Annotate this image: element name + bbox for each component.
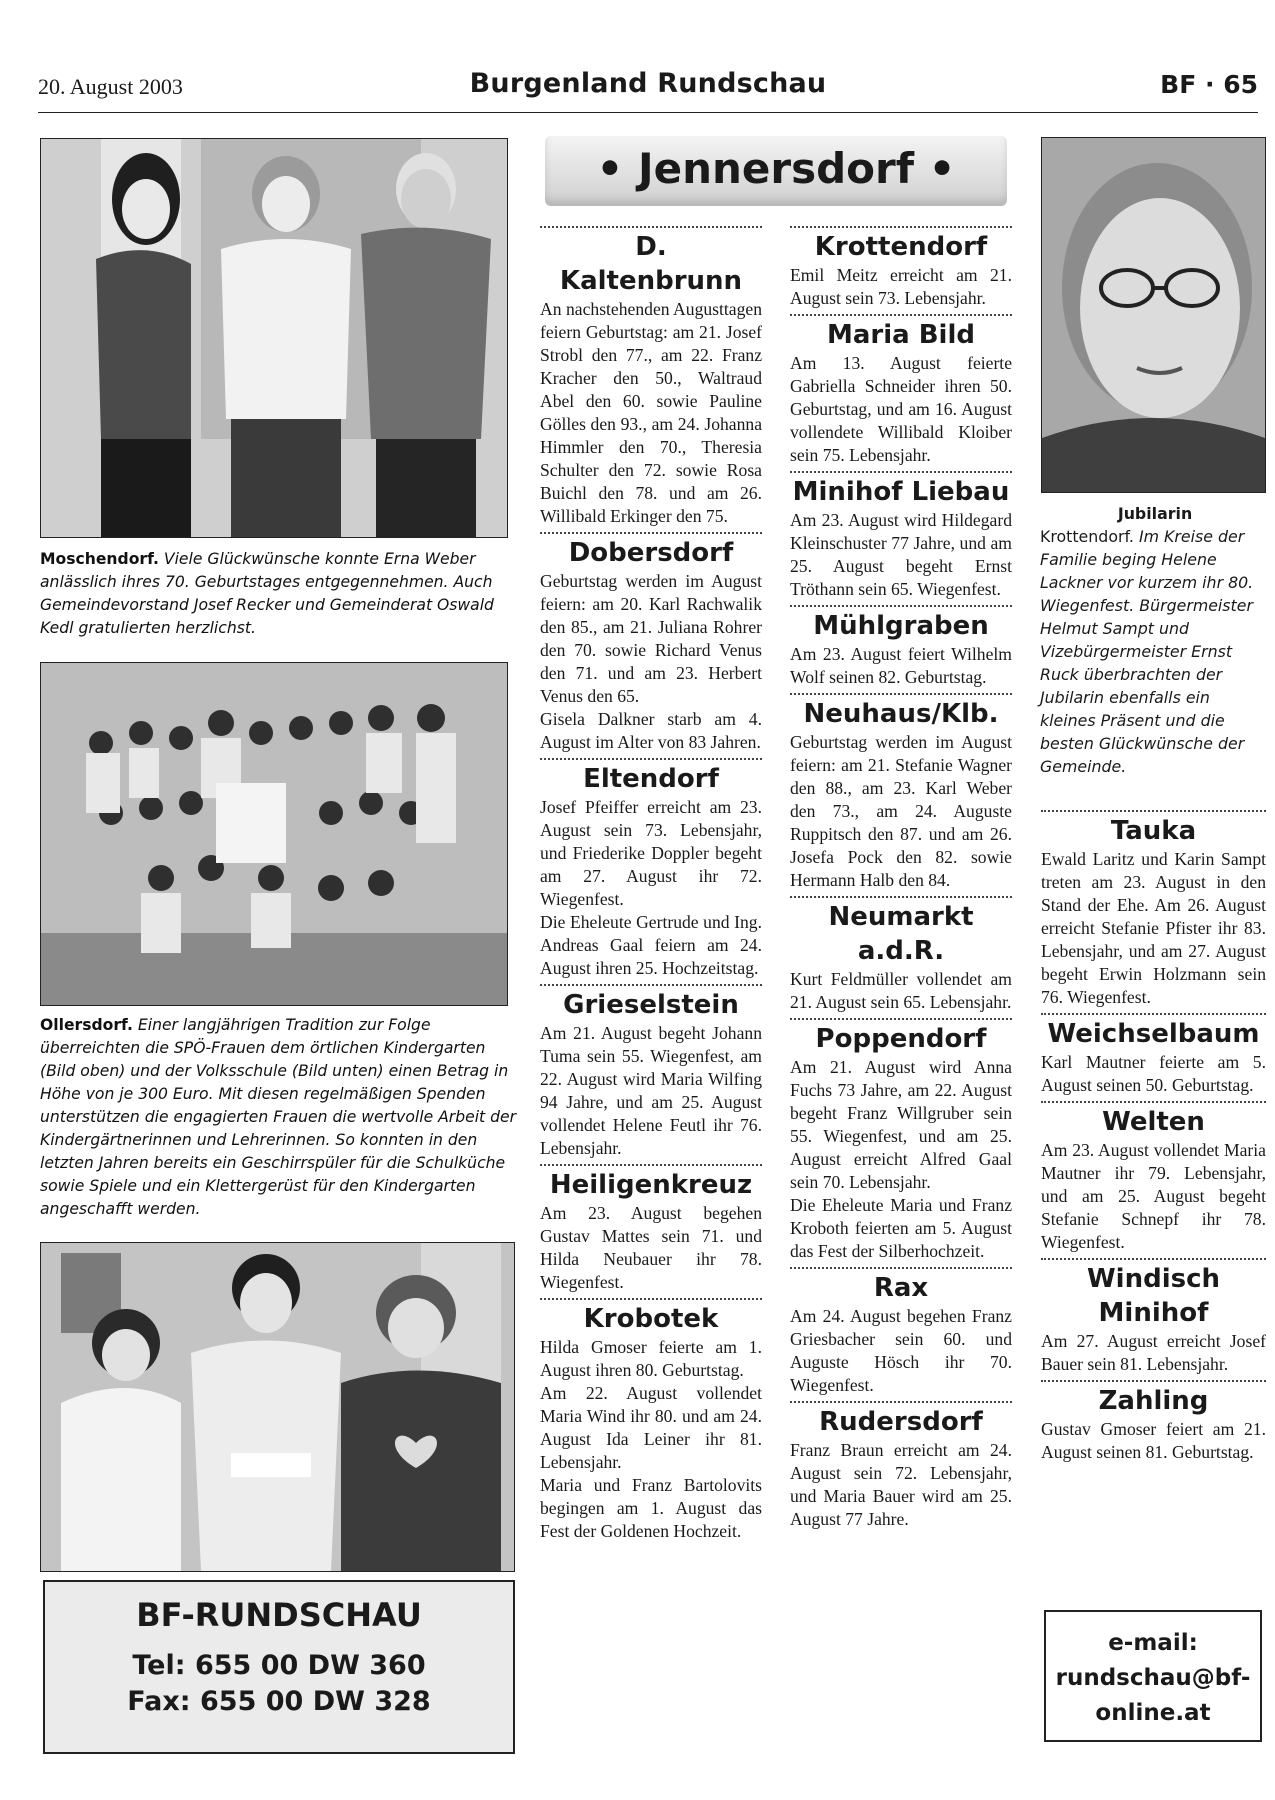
section-text: Am 24. August begehen Franz Griesbacher sein 60. und Auguste Hösch ihr 70. Wiegenfest. bbox=[790, 1306, 1012, 1395]
section-title: Poppendorf bbox=[815, 1024, 987, 1054]
section-krobotek bbox=[540, 1298, 762, 1543]
section-text: Am 27. August erreicht Josef Bauer sein 81. Lebensjahr. bbox=[1041, 1331, 1266, 1374]
section-text: Am 13. August feierte Gabriella Schneider ihren 50. Geburtstag, und am 16. August vollendete Willibald Kloiber sein 75. Lebensjahr. bbox=[790, 353, 1012, 465]
section-text: Am 23. August feiert Wilhelm Wolf seinen 82. Geburtstag. bbox=[790, 644, 1012, 687]
section-title: Weichselbaum bbox=[1047, 1019, 1260, 1049]
section-dobersdorf bbox=[540, 532, 762, 754]
photo-moschendorf bbox=[40, 138, 508, 538]
section-title: Grieselstein bbox=[563, 990, 739, 1020]
section-minihof-liebau bbox=[790, 471, 1012, 601]
section-title: Neumarkt a.d.R. bbox=[828, 902, 974, 966]
news-column-2 bbox=[790, 226, 1012, 1535]
section-text: Gustav Gmoser feiert am 21. August seinen 81. Geburtstag. bbox=[1041, 1419, 1266, 1462]
section-krottendorf bbox=[790, 226, 1012, 310]
district-banner-title: • Jennersdorf • bbox=[596, 144, 956, 193]
section-grieselstein bbox=[540, 984, 762, 1160]
section-title: Dobersdorf bbox=[568, 538, 734, 568]
section-text: Am 21. August wird Anna Fuchs 73 Jahre, am 22. August begeht Franz Willgruber sein 55. Wiegenfest, und am 25. August erreicht Alfred Gaal sein 70. Lebensjahr. bbox=[790, 1057, 1012, 1192]
section-text: Am 23. August vollendet Maria Mautner ihr 79. Lebensjahr, und am 25. August begeht Stefanie Schnepf ihr 78. Wiegenfest. bbox=[1041, 1140, 1266, 1252]
section-d-kaltenbrunn bbox=[540, 226, 762, 528]
photo-jubilarin bbox=[1041, 137, 1266, 493]
district-banner bbox=[545, 136, 1007, 206]
email-address-line2: online.at bbox=[1095, 1700, 1211, 1726]
section-text: Am 23. August wird Hildegard Kleinschuster 77 Jahre, und am 25. August begeht Ernst Tröthann sein 65. Wiegenfest. bbox=[790, 510, 1012, 599]
section-text: Ewald Laritz und Karin Sampt treten am 23. August in den Stand der Ehe. Am 26. August erreicht Stefanie Pfister ihr 83. Lebensjahr, und am 27. August begeht Erwin Holzmann sein 76. Wiegenfest. bbox=[1041, 849, 1266, 1007]
section-title: Rax bbox=[873, 1273, 929, 1303]
section-text: Franz Braun erreicht am 24. August sein 72. Lebensjahr, und Maria Bauer wird am 25. August 77 Jahre. bbox=[790, 1440, 1012, 1529]
caption-moschendorf bbox=[40, 548, 506, 640]
section-eltendorf bbox=[540, 758, 762, 980]
caption-jubilarin-label: Jubilarin bbox=[1117, 504, 1193, 523]
infobox-fax: Fax: 655 00 DW 328 bbox=[127, 1686, 431, 1717]
header-date: 20. August 2003 bbox=[38, 74, 183, 99]
section-text: Am 22. August vollendet Maria Wind ihr 80. und am 24. August Ida Leiner ihr 81. Lebensjahr. bbox=[540, 1383, 762, 1472]
section-muehlgraben bbox=[790, 605, 1012, 689]
email-address-line1: rundschau@bf- bbox=[1055, 1665, 1251, 1691]
section-text: Geburtstag werden im August feiern: am 21. Stefanie Wagner den 88., am 23. Karl Weber den 73., am 24. Auguste Ruppitsch den 87. und am 26. Josefa Pock den 82. sowie Hermann Halb den 84. bbox=[790, 732, 1012, 890]
section-title: Minihof Liebau bbox=[792, 477, 1010, 507]
section-title: Zahling bbox=[1098, 1386, 1209, 1416]
photo-ollersdorf-kindergarten bbox=[40, 662, 508, 1006]
section-neumarkt-adr bbox=[790, 896, 1012, 1014]
section-text: Maria und Franz Bartolovits begingen am 1. August das Fest der Goldenen Hochzeit. bbox=[540, 1475, 762, 1541]
section-text: Hilda Gmoser feierte am 1. August ihren 80. Geburtstag. bbox=[540, 1337, 762, 1380]
section-text: Geburtstag werden im August feiern: am 20. Karl Rachwalik den 85., am 21. Juliana Rohrer den 70. sowie Richard Venus den 71. und am 23. Herbert Venus den 65. bbox=[540, 571, 762, 706]
email-box bbox=[1044, 1610, 1262, 1742]
section-heiligenkreuz bbox=[540, 1164, 762, 1294]
section-text: Am 21. August begeht Johann Tuma sein 55. Wiegenfest, am 22. August wird Maria Wilfing 94 Jahre, und am 25. August vollendet Helene Feutl ihr 76. Lebensjahr. bbox=[540, 1023, 762, 1158]
section-text: Karl Mautner feierte am 5. August seinen 50. Geburtstag. bbox=[1041, 1052, 1266, 1095]
news-column-1 bbox=[540, 226, 762, 1547]
page-header bbox=[38, 66, 1258, 113]
section-text: Josef Pfeiffer erreicht am 23. August sein 73. Lebensjahr, und Friederike Doppler begeht am 27. August ihr 72. Wiegenfest. bbox=[540, 797, 762, 909]
section-title: Heiligenkreuz bbox=[549, 1170, 753, 1200]
section-welten bbox=[1041, 1101, 1266, 1254]
section-text: Am 23. August begehen Gustav Mattes sein 71. und Hilda Neubauer ihr 78. Wiegenfest. bbox=[540, 1203, 762, 1292]
infobox-title: BF-RUNDSCHAU bbox=[136, 1596, 422, 1634]
section-title: Welten bbox=[1102, 1107, 1205, 1137]
section-neuhaus-klb bbox=[790, 693, 1012, 892]
caption-jubilarin bbox=[1040, 502, 1270, 778]
caption-moschendorf-place: Moschendorf. bbox=[40, 550, 159, 568]
header-page-number: BF · 65 bbox=[1160, 70, 1258, 99]
infobox-tel: Tel: 655 00 DW 360 bbox=[132, 1650, 426, 1681]
section-text: Gisela Dalkner starb am 4. August im Alter von 83 Jahren. bbox=[540, 709, 762, 752]
section-weichselbaum bbox=[1041, 1013, 1266, 1097]
section-title: Eltendorf bbox=[583, 764, 719, 794]
section-rax bbox=[790, 1267, 1012, 1397]
section-title: Mühlgraben bbox=[813, 611, 989, 641]
contact-infobox bbox=[43, 1580, 515, 1754]
section-title: Maria Bild bbox=[826, 320, 975, 350]
header-title: Burgenland Rundschau bbox=[469, 68, 827, 99]
photo-ollersdorf-volksschule bbox=[40, 1242, 515, 1572]
section-tauka bbox=[1041, 810, 1266, 1009]
section-text: Emil Meitz erreicht am 21. August sein 73. Lebensjahr. bbox=[790, 265, 1012, 308]
news-column-3 bbox=[1041, 810, 1266, 1468]
section-title: Neuhaus/Klb. bbox=[803, 699, 999, 729]
caption-ollersdorf-text: Einer langjährigen Tradition zur Folge überreichten die SPÖ-Frauen dem örtlichen Kindergarten (Bild oben) und der Volksschule (Bild unten) einen Betrag in Höhe von je 300 Euro. Mit diesen regelmäßigen Spenden unterstützen die engagierten Frauen die wertvolle Arbeit der Kindergärtnerinnen und Lehrerinnen. So konnten in den letzten Jahren bereits ein Geschirrspüler für die Schulküche sowie Spiele und ein Klettergerüst für den Kindergarten angeschafft werden. bbox=[40, 1016, 517, 1218]
section-title: Windisch Minihof bbox=[1086, 1264, 1221, 1328]
section-windisch-minihof bbox=[1041, 1258, 1266, 1376]
section-text: Die Eheleute Gertrude und Ing. Andreas Gaal feiern am 24. August ihren 25. Hochzeitstag. bbox=[540, 912, 762, 978]
email-label: e-mail: bbox=[1108, 1630, 1198, 1656]
section-title: D. Kaltenbrunn bbox=[559, 232, 743, 296]
caption-moschendorf-text: Viele Glückwünsche konnte Erna Weber anlässlich ihres 70. Geburtstages entgegennehmen. Auch Gemeindevorstand Josef Recker und Gemeinderat Oswald Kedl gratulierten herzlichst. bbox=[40, 550, 494, 637]
section-text: An nachstehenden Augusttagen feiern Geburtstag: am 21. Josef Strobl den 77., am 22. Franz Kracher den 50., Waltraud Abel den 60. sowie Pauline Gölles den 93., am 24. Johanna Himmler den 70., Theresia Schulter den 72. sowie Rosa Buichl den 78. und am 26. Willibald Erkinger den 75. bbox=[540, 299, 762, 526]
section-title: Krobotek bbox=[583, 1304, 719, 1334]
section-title: Tauka bbox=[1110, 816, 1197, 846]
section-text: Kurt Feldmüller vollendet am 21. August sein 65. Lebensjahr. bbox=[790, 969, 1012, 1012]
section-poppendorf bbox=[790, 1018, 1012, 1263]
section-text: Die Eheleute Maria und Franz Kroboth feierten am 5. August das Fest der Silberhochzeit. bbox=[790, 1195, 1012, 1261]
section-zahling bbox=[1041, 1380, 1266, 1464]
caption-jubilarin-place: Krottendorf. bbox=[1040, 527, 1134, 546]
section-title: Rudersdorf bbox=[819, 1407, 983, 1437]
caption-ollersdorf-place: Ollersdorf. bbox=[40, 1016, 133, 1034]
caption-ollersdorf bbox=[40, 1014, 516, 1221]
section-rudersdorf bbox=[790, 1401, 1012, 1531]
section-maria-bild bbox=[790, 314, 1012, 467]
caption-jubilarin-text: Im Kreise der Familie beging Helene Lackner vor kurzem ihr 80. Wiegenfest. Bürgermeister Helmut Sampt und Vizebürgermeister Ernst Ruck überbrachten der Jubilarin ebenfalls ein kleines Präsent und die besten Glückwünsche der Gemeinde. bbox=[1040, 527, 1254, 776]
section-title: Krottendorf bbox=[814, 232, 988, 262]
